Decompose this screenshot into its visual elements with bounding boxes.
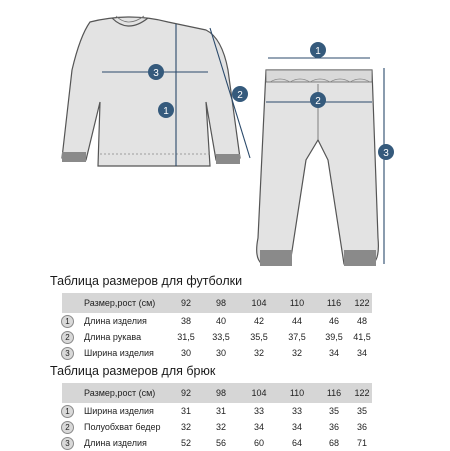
svg-text:1: 1	[315, 46, 321, 57]
marker-pants-length	[378, 144, 394, 160]
value-cell: 32	[253, 348, 264, 358]
shirt-size-92: 92	[180, 298, 191, 308]
svg-text:1: 1	[163, 106, 169, 117]
value-cell: 37,5	[288, 332, 306, 342]
value-cell: 32	[291, 348, 302, 358]
value-cell: 39,5	[325, 332, 343, 342]
badge-3: 3	[61, 347, 74, 360]
value-cell: 30	[180, 348, 191, 358]
value-cell: 36	[328, 422, 339, 432]
marker-shirt-width	[148, 64, 164, 80]
pants-size-110: 110	[289, 388, 305, 398]
svg-text:3: 3	[383, 148, 389, 159]
shirt-size-98: 98	[215, 298, 226, 308]
value-cell: 31	[215, 406, 226, 416]
pants-table-header	[62, 383, 372, 403]
shirt-row-width	[62, 345, 372, 361]
value-cell: 68	[328, 438, 339, 448]
marker-pants-hips	[310, 92, 326, 108]
shirt-size-110: 110	[289, 298, 305, 308]
value-cell: 56	[215, 438, 226, 448]
pants-row-width	[62, 403, 372, 419]
value-cell: 32	[180, 422, 191, 432]
value-cell: 36	[356, 422, 367, 432]
shirt-table-title: Таблица размеров для футболки	[50, 274, 243, 288]
pants-size-116: 116	[326, 388, 342, 398]
value-cell: 35	[356, 406, 367, 416]
value-cell: 38	[180, 316, 191, 326]
value-cell: 64	[291, 438, 302, 448]
pants-size-104: 104	[251, 388, 267, 398]
svg-text:2: 2	[315, 96, 321, 107]
pants-size-table	[62, 383, 372, 451]
shirt-size-122: 122	[354, 298, 370, 308]
row-label: Длина рукава	[84, 332, 142, 342]
svg-text:3: 3	[153, 68, 159, 79]
value-cell: 34	[253, 422, 264, 432]
row-label: Полуобхват бедер	[84, 422, 161, 432]
value-cell: 32	[215, 422, 226, 432]
marker-pants-width	[310, 42, 326, 58]
value-cell: 60	[253, 438, 264, 448]
badge-1: 1	[61, 405, 74, 418]
value-cell: 33,5	[212, 332, 230, 342]
row-label: Ширина изделия	[84, 406, 154, 416]
shirt-table-header	[62, 293, 372, 313]
row-label: Длина изделия	[84, 316, 147, 326]
value-cell: 33	[291, 406, 302, 416]
value-cell: 41,5	[353, 332, 371, 342]
value-cell: 40	[215, 316, 226, 326]
pants-size-122: 122	[354, 388, 370, 398]
value-cell: 34	[291, 422, 302, 432]
shirt-header-label: Размер,рост (см)	[84, 298, 156, 308]
value-cell: 31	[180, 406, 191, 416]
badge-3: 3	[61, 437, 74, 450]
marker-shirt-length	[158, 102, 174, 118]
marker-shirt-sleeve	[232, 86, 248, 102]
svg-text:2: 2	[237, 90, 243, 101]
value-cell: 46	[328, 316, 339, 326]
pants-header-label: Размер,рост (см)	[84, 388, 156, 398]
row-label: Длина изделия	[84, 438, 147, 448]
value-cell: 30	[215, 348, 226, 358]
pants-size-92: 92	[180, 388, 191, 398]
value-cell: 35,5	[250, 332, 268, 342]
shirt-size-116: 116	[326, 298, 342, 308]
shirt-size-table	[62, 293, 372, 361]
pants-row-length	[62, 435, 372, 451]
value-cell: 34	[356, 348, 367, 358]
value-cell: 52	[180, 438, 191, 448]
pants-table-title: Таблица размеров для брюк	[50, 364, 216, 378]
pants-size-98: 98	[215, 388, 226, 398]
badge-2: 2	[61, 331, 74, 344]
value-cell: 71	[356, 438, 367, 448]
shirt-size-104: 104	[251, 298, 267, 308]
shirt-row-sleeve	[62, 329, 372, 345]
shirt-row-length	[62, 313, 372, 329]
row-label: Ширина изделия	[84, 348, 154, 358]
value-cell: 33	[253, 406, 264, 416]
pants-row-hips	[62, 419, 372, 435]
badge-1: 1	[61, 315, 74, 328]
value-cell: 42	[253, 316, 264, 326]
value-cell: 44	[291, 316, 302, 326]
badge-2: 2	[61, 421, 74, 434]
value-cell: 48	[356, 316, 367, 326]
value-cell: 31,5	[177, 332, 195, 342]
value-cell: 35	[328, 406, 339, 416]
value-cell: 34	[328, 348, 339, 358]
